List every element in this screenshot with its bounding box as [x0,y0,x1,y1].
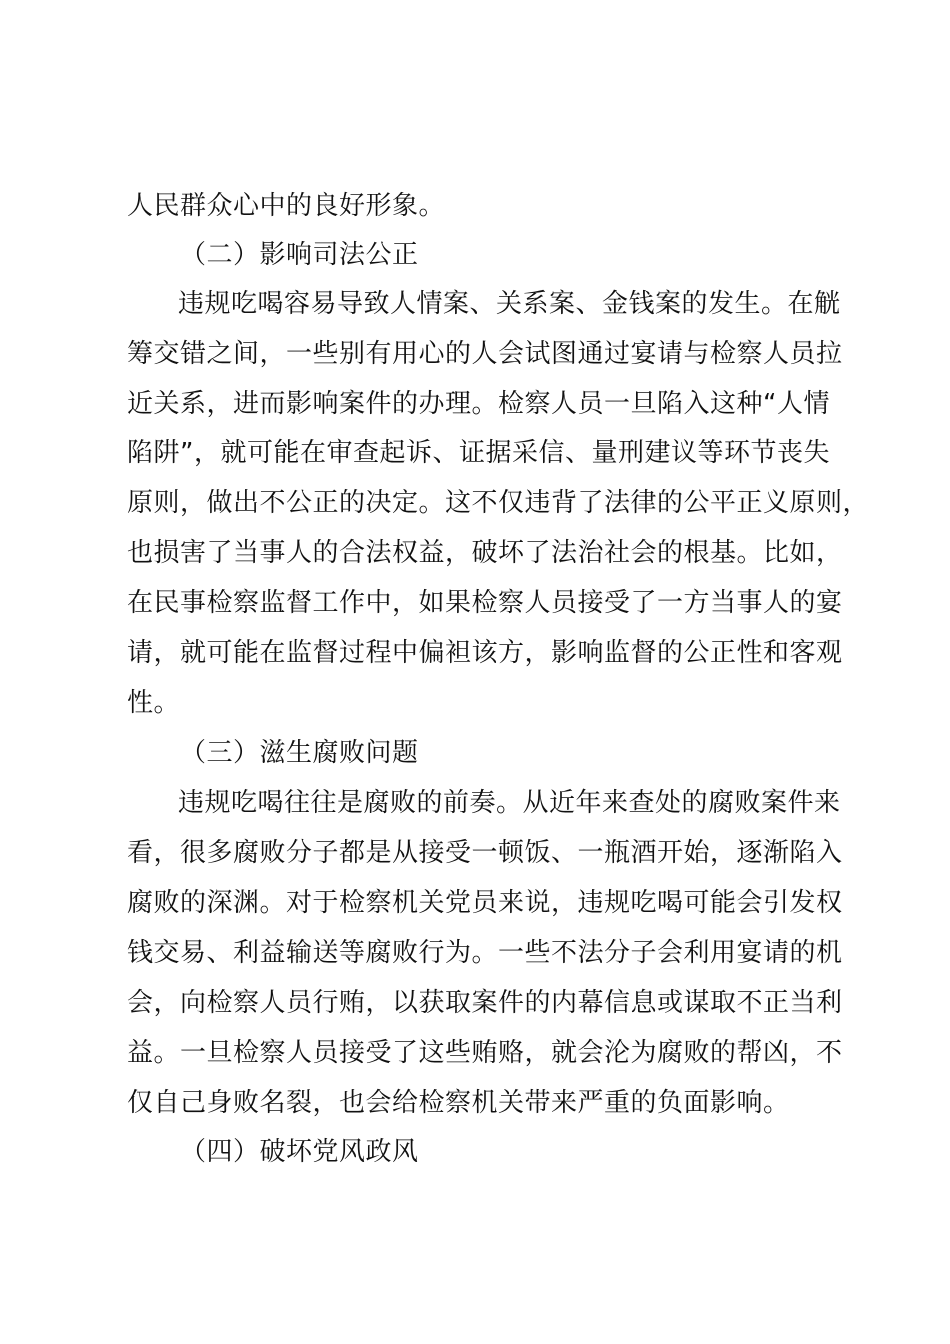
section-heading: （三）滋生腐败问题 [180,738,419,768]
paragraph-line: 在民事检察监督工作中，如果检察人员接受了一方当事人的宴 [127,588,843,618]
paragraph-line: 性。 [127,688,181,718]
paragraph-line: 请，就可能在监督过程中偏袒该方，影响监督的公正性和客观 [127,638,843,668]
paragraph-line: 近关系，进而影响案件的办理。检察人员一旦陷入这种“人情 [127,389,830,419]
paragraph-line: 看，很多腐败分子都是从接受一顿饭、一瓶酒开始，逐渐陷入 [127,838,843,868]
paragraph-line: 也损害了当事人的合法权益，破坏了法治社会的根基。比如， [127,538,843,568]
paragraph-line: 益。一旦检察人员接受了这些贿赂，就会沦为腐败的帮凶，不 [127,1038,843,1068]
paragraph-line: 钱交易、利益输送等腐败行为。一些不法分子会利用宴请的机 [127,938,843,968]
paragraph-line: 筹交错之间，一些别有用心的人会试图通过宴请与检察人员拉 [127,339,843,369]
paragraph-line: 违规吃喝往往是腐败的前奏。从近年来查处的腐败案件来 [178,788,841,818]
paragraph-line: 违规吃喝容易导致人情案、关系案、金钱案的发生。在觥 [178,289,841,319]
section-heading: （二）影响司法公正 [180,240,419,270]
paragraph-line: 仅自己身败名裂，也会给检察机关带来严重的负面影响。 [127,1088,790,1118]
paragraph-line: 腐败的深渊。对于检察机关党员来说，违规吃喝可能会引发权 [127,888,843,918]
paragraph-line: 陷阱”，就可能在审查起诉、证据采信、量刑建议等环节丧失 [127,438,830,468]
section-heading: （四）破坏党风政风 [180,1137,419,1167]
paragraph-line: 会，向检察人员行贿，以获取案件的内幕信息或谋取不正当利 [127,988,843,1018]
paragraph-line: 原则，做出不公正的决定。这不仅违背了法律的公平正义原则， [127,488,870,518]
paragraph-line: 人民群众心中的良好形象。 [127,191,446,221]
